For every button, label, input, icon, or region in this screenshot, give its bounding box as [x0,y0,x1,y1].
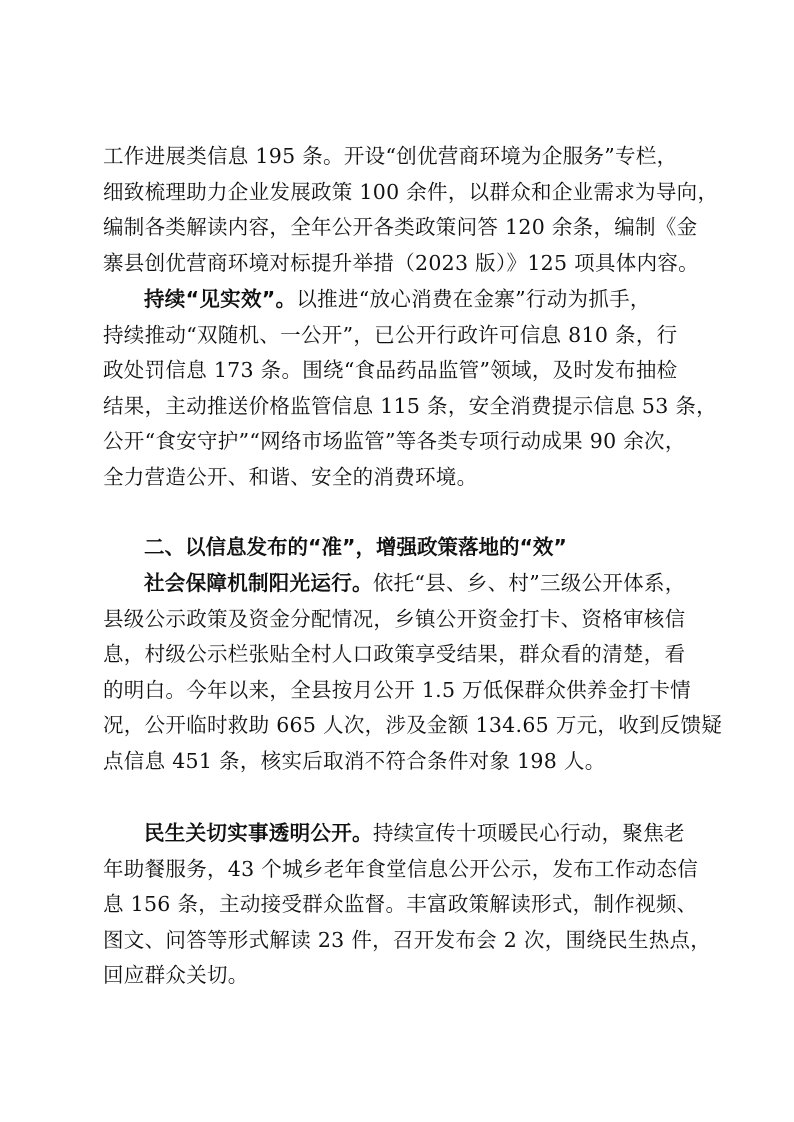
text-line: 公开“食安守护”“网络市场监管”等各类专项行动成果 90 余次， [103,429,686,453]
text-line: 的明白。今年以来，全县按月公开 1.5 万低保群众供养金打卡情 [103,677,691,702]
text-line: 回应群众关切。 [103,963,249,987]
text-line: 政处罚信息 173 条。围绕“食品药品监管”领域，及时发布抽检 [103,358,678,382]
text-line: 细致梳理助力企业发展政策 100 余件，以群众和企业需求为导向， [103,179,719,204]
text-line: 况，公开临时救助 665 人次，涉及金额 134.65 万元，收到反馈疑 [103,713,723,737]
text-line: 寨县创优营商环境对标提升举措（2023 版）》125 项具体内容。 [103,250,699,275]
paragraph-lead-heading: 民生关切实事透明公开。 [144,821,373,845]
text-segment: 以推进“放心消费在金寨”行动为抓手， [296,287,651,311]
text-line: 年助餐服务，43 个城乡老年食堂信息公开公示，发布工作动态信 [103,856,699,881]
text-segment: 依托“县、乡、村”三级公开体系， [372,571,686,595]
text-line: 息 156 条，主动接受群众监督。丰富政策解读形式，制作视频、 [103,892,698,916]
paragraph-lead-heading: 持续“见实效”。 [144,287,297,311]
text-line: 县级公示政策及资金分配情况，乡镇公开资金打卡、资格审核信 [103,606,686,631]
section-heading: 二、以信息发布的“准”，增强政策落地的“效” [144,535,567,559]
text-line [103,816,693,852]
text-line: 工作进展类信息 195 条。开设“创优营商环境为企服务”专栏， [103,144,678,168]
text-segment: 持续宣传十项暖民心行动，聚焦老 [372,821,685,845]
text-line: 息，村级公示栏张贴全村人口政策享受结果，群众看的清楚，看 [103,642,686,666]
text-line: 结果，主动推送价格监管信息 115 条，安全消费提示信息 53 条， [103,393,717,418]
paragraph-business-environment [103,139,719,281]
text-line: 全力营造公开、和谐、安全的消费环境。 [103,464,478,489]
text-line: 点信息 451 条，核实后取消不符合条件对象 198 人。 [103,748,606,773]
text-line: 编制各类解读内容，全年公开各类政策问答 120 余条，编制《金 [103,215,698,239]
paragraph-see-results [103,282,717,495]
text-line: 图文、问答等形式解读 23 件，召开发布会 2 次，围绕民生热点， [103,927,712,952]
text-line [103,566,693,602]
paragraph-lead-heading: 社会保障机制阳光运行。 [144,571,373,595]
text-line: 持续推动“双随机、一公开”，已公开行政许可信息 810 条，行 [103,322,678,347]
paragraph-livelihood [103,816,712,994]
text-line [103,282,693,318]
paragraph-social-security [103,566,723,779]
